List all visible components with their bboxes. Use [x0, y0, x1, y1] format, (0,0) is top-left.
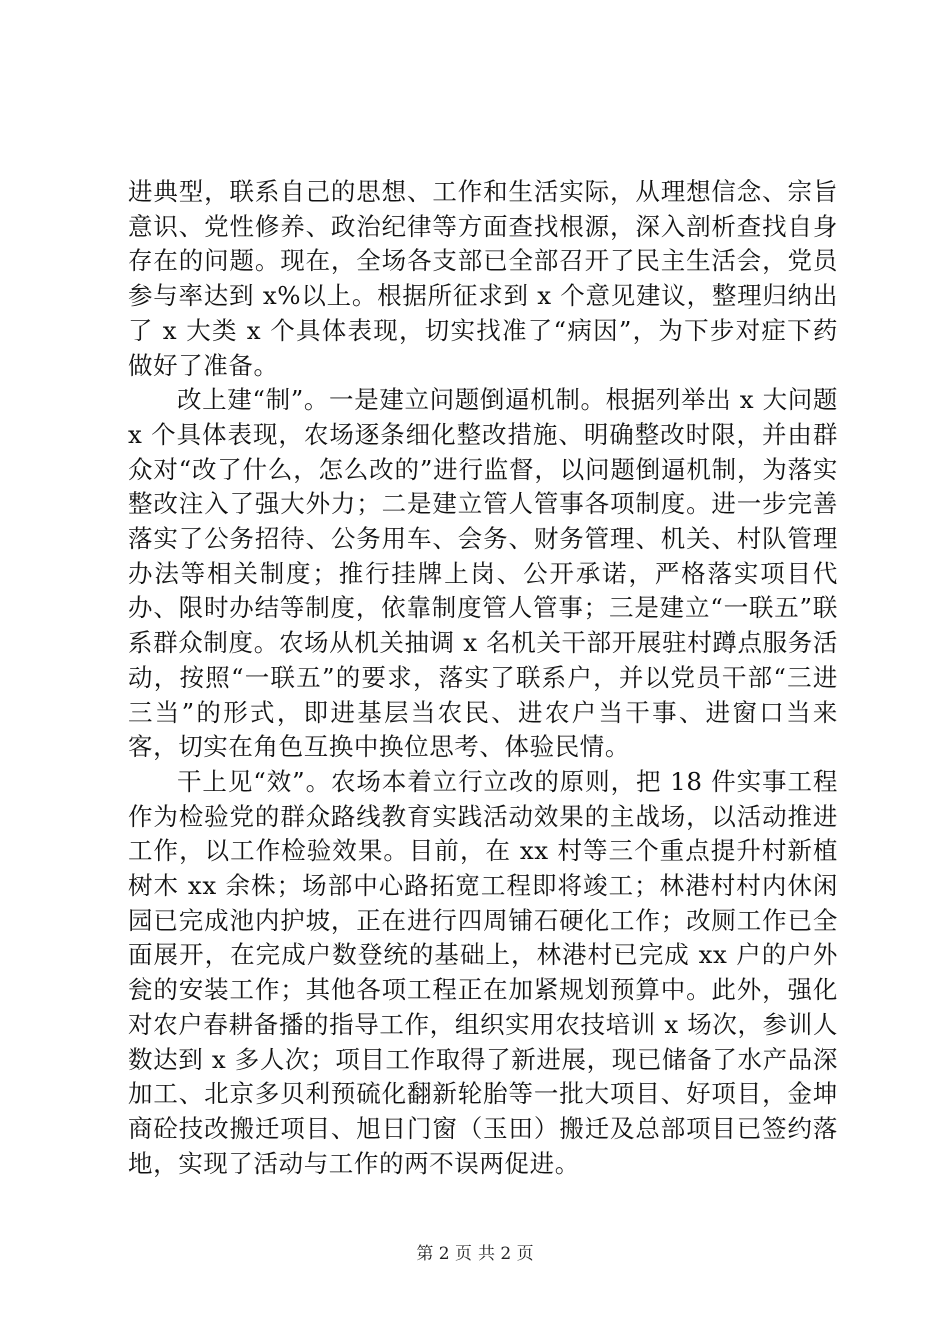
paragraph-gai-shang-jian-zhi: 改上建“制”。一是建立问题倒逼机制。根据列举出 x 大问题 x 个具体表现，农场逐条细化整改措施、明确整改时限，并由群众对“改了什么，怎么改的”进行监督，以问题倒逼机制，为落实整改注入了强大外力；二是建立管人管事各项制度。进一步完善落实了公务招待、公务用车、会务、财务管理、机关、村队管理办法等相关制度；推行挂牌上岗、公开承诺，严格落实项目代办、限时办结等制度，依靠制度管人管事；三是建立“一联五”联系群众制度。农场从机关抽调 x 名机关干部开展驻村蹲点服务活动，按照“一联五”的要求，落实了联系户，并以党员干部“三进三当”的形式，即进基层当农民、进农户当干事、进窗口当来客，切实在角色互换中换位思考、体验民情。: [128, 385, 838, 762]
page-total: 共 2 页: [478, 1244, 534, 1264]
paragraph-gan-shang-jian-xiao: 干上见“效”。农场本着立行立改的原则，把 18 件实事工程作为检验党的群众路线教育实践活动效果的主战场，以活动推进工作，以工作检验效果。目前，在 xx 村等三个重点提升村新植树木 xx 余株；场部中心路拓宽工程即将竣工；林港村村内休闲园已完成池内护坡，正在进行四周铺石硬化工作；改厕工作已全面展开，在完成户数登统的基础上，林港村已完成 xx 户的户外瓮的安装工作；其他各项工程正在加紧规划预算中。此外，强化对农户春耕备播的指导工作，组织实用农技培训 x 场次，参训人数达到 x 多人次；项目工作取得了新进展，现已储备了水产品深加工、北京多贝利预硫化翻新轮胎等一批大项目、好项目，金坤商砼技改搬迁项目、旭日门窗（玉田）搬迁及总部项目已签约落地，实现了活动与工作的两不误两促进。: [128, 766, 838, 1178]
paragraph-continuation: 进典型，联系自己的思想、工作和生活实际，从理想信念、宗旨意识、党性修养、政治纪律等方面查找根源，深入剖析查找自身存在的问题。现在，全场各支部已全部召开了民主生活会，党员参与率达到 x%以上。根据所征求到 x 个意见建议，整理归纳出了 x 大类 x 个具体表现，切实找准了“病因”，为下步对症下药做好了准备。: [128, 177, 838, 380]
page-footer: [0, 1243, 950, 1265]
page-number: 第 2 页: [416, 1244, 472, 1264]
document-body: [128, 175, 838, 1181]
